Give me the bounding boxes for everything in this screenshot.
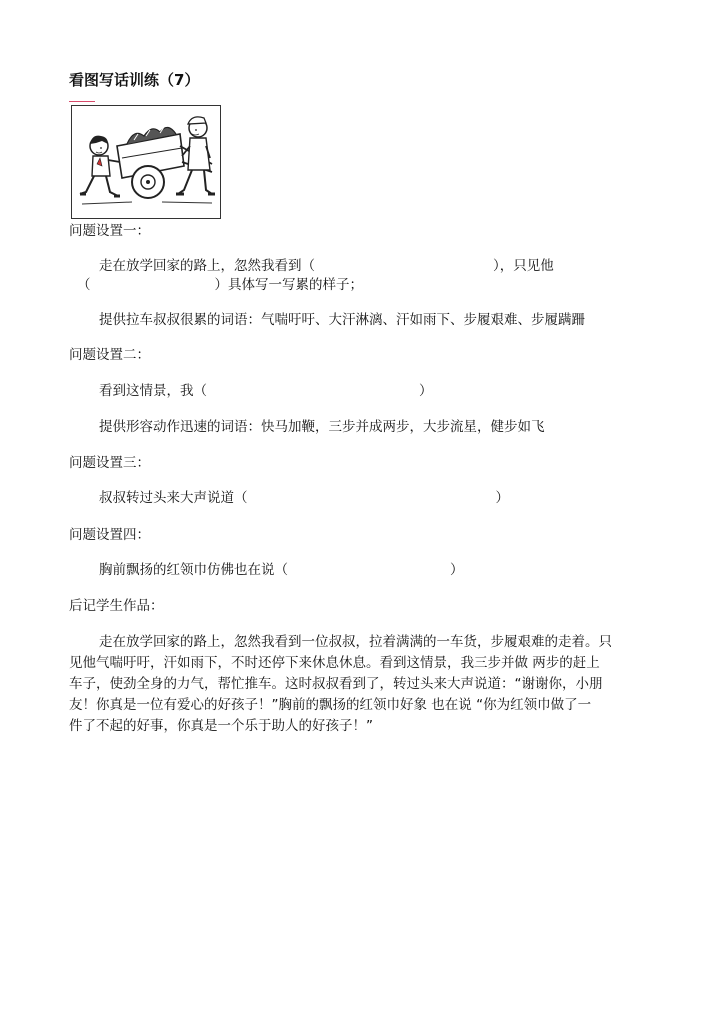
student-work-line-4: 友！你真是一位有爱心的好孩子！”胸前的飘扬的红领巾好象 也在说 “你为红领巾做了一 bbox=[69, 697, 592, 713]
q2-line bbox=[99, 380, 433, 402]
student-work-line-5: 件了不起的好事，你真是一个乐于助人的好孩子！” bbox=[69, 718, 373, 734]
illustration-frame bbox=[71, 105, 221, 219]
student-work-heading: 后记学生作品： bbox=[69, 598, 164, 614]
q1-line2-suffix: ）具体写一写累的样子； bbox=[214, 277, 363, 293]
boy-helping-man-push-cart-illustration bbox=[72, 106, 219, 217]
q2-hint: 提供形容动作迅速的词语：快马加鞭，三步并成两步，大步流星，健步如飞 bbox=[99, 419, 545, 435]
q4-line bbox=[99, 559, 464, 581]
q1-line1-suffix: ），只见他 bbox=[493, 258, 554, 274]
q1-line2 bbox=[77, 274, 363, 296]
q2-heading: 问题设置二： bbox=[69, 347, 150, 363]
student-work-line-3: 车子，使劲全身的力气，帮忙推车。这时叔叔看到了，转过头来大声说道：“谢谢你，小朋 bbox=[69, 676, 603, 692]
q2-line-prefix: 看到这情景，我（ bbox=[99, 383, 207, 399]
q4-line-prefix: 胸前飘扬的红领巾仿佛也在说（ bbox=[99, 562, 288, 578]
q2-line-suffix: ） bbox=[419, 383, 433, 399]
q4-line-suffix: ） bbox=[450, 562, 464, 578]
q3-heading: 问题设置三： bbox=[69, 455, 150, 471]
q1-hint: 提供拉车叔叔很累的词语：气喘吁吁、大汗淋漓、汗如雨下、步履艰难、步履蹒跚 bbox=[99, 312, 585, 328]
student-work-line-1: 走在放学回家的路上，忽然我看到一位叔叔，拉着满满的一车货，步履艰难的走着。只 bbox=[99, 634, 612, 650]
q3-line-suffix: ） bbox=[495, 490, 509, 506]
student-work-line-2: 见他气喘吁吁，汗如雨下，不时还停下来休息休息。看到这情景，我三步并做 两步的赶上 bbox=[69, 655, 600, 671]
q1-line2-prefix: （ bbox=[77, 277, 91, 293]
page-title: 看图写话训练（7） bbox=[69, 71, 200, 89]
q4-heading: 问题设置四： bbox=[69, 527, 150, 543]
q3-line bbox=[99, 487, 509, 509]
q1-heading: 问题设置一： bbox=[69, 223, 150, 239]
q3-line-prefix: 叔叔转过头来大声说道（ bbox=[99, 490, 248, 506]
q1-line1-prefix: 走在放学回家的路上，忽然我看到（ bbox=[99, 258, 315, 274]
red-underline-mark bbox=[69, 101, 95, 102]
